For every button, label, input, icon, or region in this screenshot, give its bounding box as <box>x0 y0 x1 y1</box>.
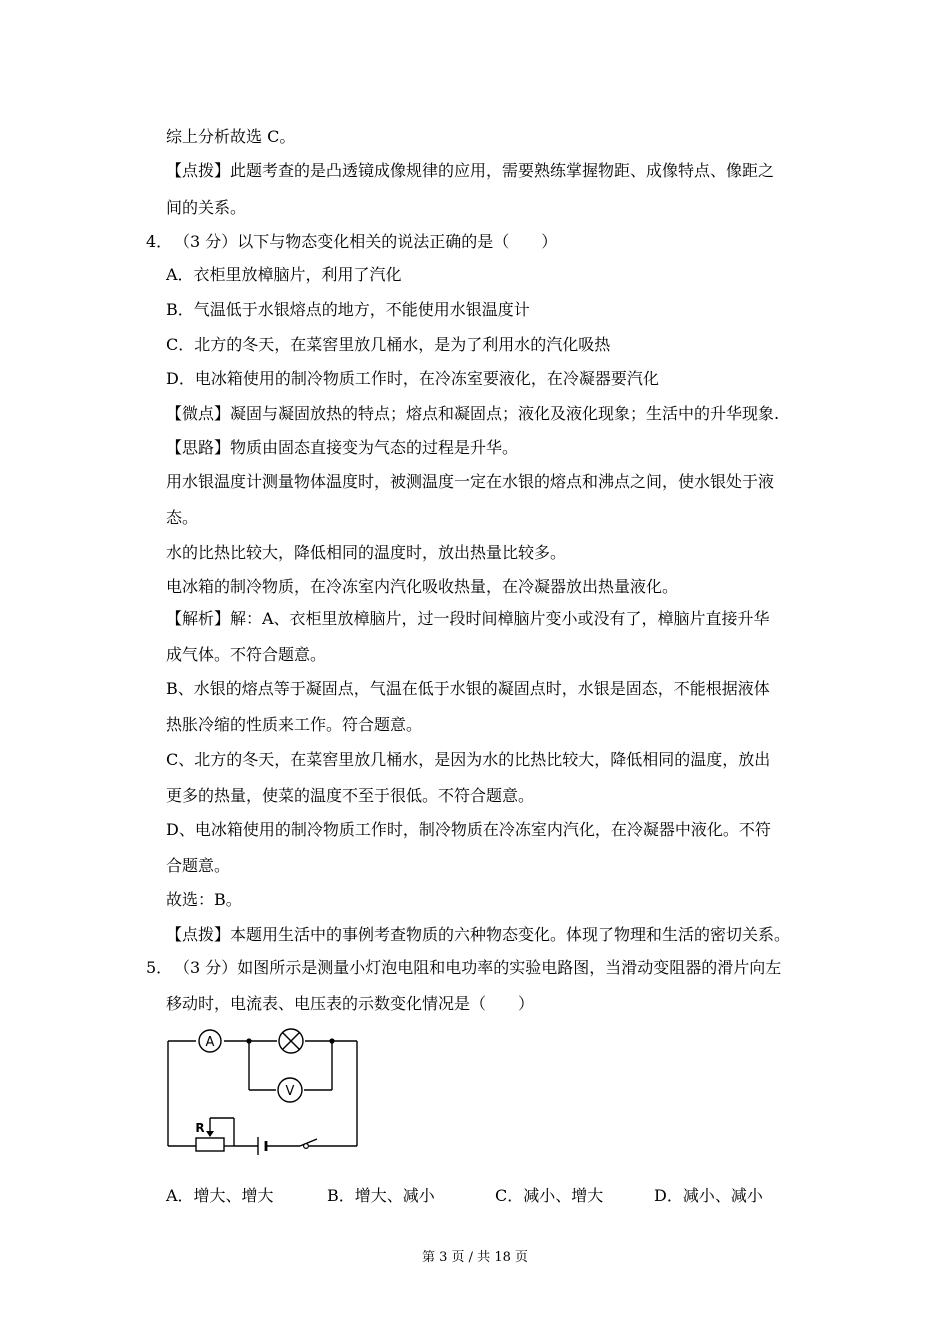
voltmeter <box>278 1078 302 1102</box>
analysis-line: 热胀冷缩的性质来工作。符合题意。 <box>166 715 423 734</box>
circuit-diagram <box>160 1020 370 1155</box>
approach-line: 电冰箱的制冷物质，在冷冻室内汽化吸收热量，在冷凝器放出热量液化。 <box>166 577 679 596</box>
question-stem: （3 分）以下与物态变化相关的说法正确的是（ ） <box>174 232 558 251</box>
analysis-line: D、电冰箱使用的制冷物质工作时，制冷物质在冷冻室内汽化，在冷凝器中液化。不符 <box>166 820 771 839</box>
question-number: 4． <box>146 232 173 251</box>
question-stem: （3 分）如图所示是测量小灯泡电阻和电功率的实验电路图，当滑动变阻器的滑片向左 <box>174 958 782 977</box>
analysis-line: 更多的热量，使菜的温度不至于很低。不符合题意。 <box>166 786 535 805</box>
analysis-line: B、水银的熔点等于凝固点，气温在低于水银的凝固点时，水银是固态，不能根据液体 <box>166 679 770 698</box>
voltmeter-label: V <box>285 1084 295 1099</box>
ammeter <box>199 1030 221 1052</box>
lamp-icon <box>279 1029 303 1053</box>
approach-line: 水的比热比较大，降低相同的温度时，放出热量比较多。 <box>166 543 567 562</box>
approach-line: 用水银温度计测量物体温度时，被测温度一定在水银的熔点和沸点之间，使水银处于液 <box>166 472 775 491</box>
option-d: D．减小、减小 <box>654 1186 763 1205</box>
analysis-line: 合题意。 <box>166 856 231 875</box>
junction-dot <box>246 1038 251 1043</box>
tip-text: 【点拨】此题考查的是凸透镜成像规律的应用，需要熟练掌握物距、成像特点、像距之 <box>166 161 775 180</box>
approach-line: 态。 <box>166 508 199 527</box>
analysis-line: 成气体。不符合题意。 <box>166 645 327 664</box>
tip-text: 【点拨】本题用生活中的事例考查物质的六种物态变化。体现了物理和生活的密切关系。 <box>166 925 791 944</box>
option-b: B．气温低于水银熔点的地方，不能使用水银温度计 <box>166 300 530 319</box>
ammeter-label: A <box>205 1035 215 1050</box>
junction-dot <box>329 1038 334 1043</box>
option-d: D．电冰箱使用的制冷物质工作时，在冷冻室要液化，在冷凝器要汽化 <box>166 369 659 388</box>
question-number: 5． <box>146 958 173 977</box>
option-a: A．衣柜里放樟脑片，利用了汽化 <box>166 265 402 284</box>
key-points: 【微点】凝固与凝固放热的特点；熔点和凝固点；液化及液化现象；生活中的升华现象. <box>166 404 780 423</box>
question-stem-cont: 移动时，电流表、电压表的示数变化情况是（ ） <box>166 994 535 1013</box>
battery-icon <box>258 1137 266 1155</box>
approach-title: 【思路】物质由固态直接变为气态的过程是升华。 <box>166 438 519 457</box>
option-b: B．增大、减小 <box>327 1186 435 1205</box>
option-c: C．北方的冬天，在菜窖里放几桶水，是为了利用水的汽化吸热 <box>166 335 611 354</box>
analysis-line: 【解析】解：A、衣柜里放樟脑片，过一段时间樟脑片变小或没有了，樟脑片直接升华 <box>166 609 770 628</box>
answer-line: 故选：B。 <box>166 890 242 909</box>
option-a: A．增大、增大 <box>166 1186 274 1205</box>
analysis-line: C、北方的冬天，在菜窖里放几桶水，是因为水的比热比较大，降低相同的温度，放出 <box>166 750 771 769</box>
rheostat-label: R <box>195 1121 205 1135</box>
option-c: C．减小、增大 <box>495 1186 604 1205</box>
conclusion-text: 综上分析故选 C。 <box>166 127 296 146</box>
page-footer: 第 3 页 / 共 18 页 <box>422 1250 528 1265</box>
tip-text-cont: 间的关系。 <box>166 198 247 217</box>
switch-icon <box>300 1139 317 1148</box>
